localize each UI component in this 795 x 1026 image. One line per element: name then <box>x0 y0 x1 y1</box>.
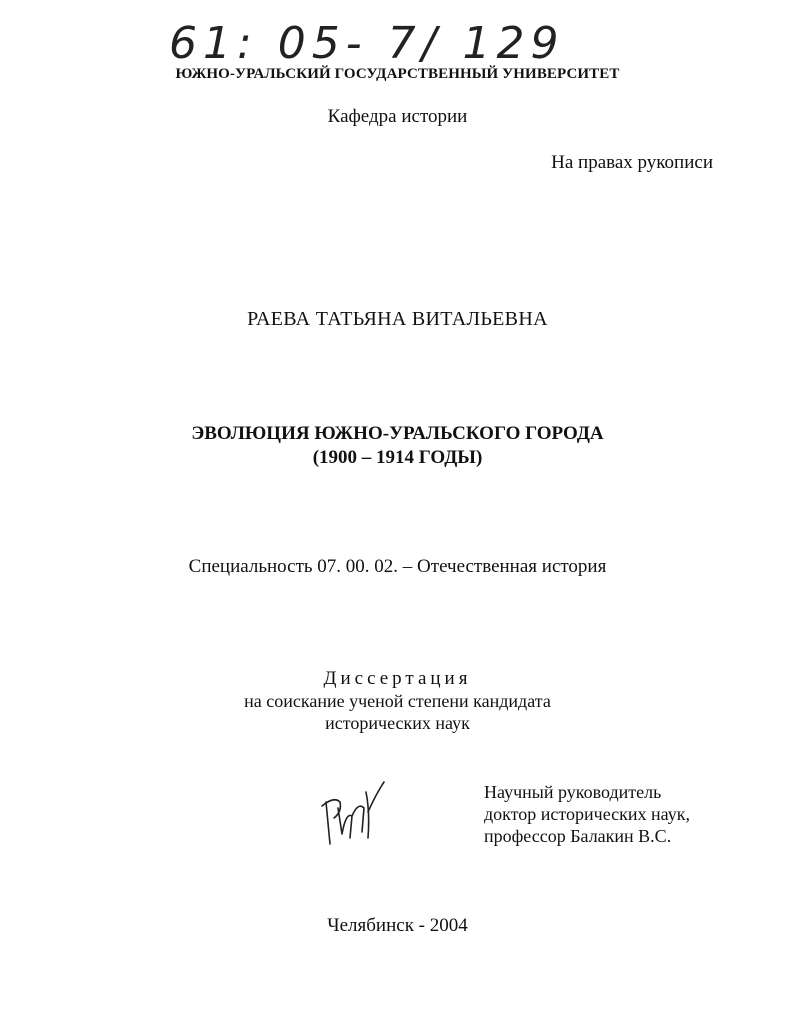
handwritten-code <box>165 8 565 69</box>
advisor-role: Научный руководитель <box>484 782 662 802</box>
city-year: Челябинск - 2004 <box>327 915 468 936</box>
specialty: Специальность 07. 00. 02. – Отечественная история <box>188 556 607 577</box>
advisor-degree: доктор исторических наук, <box>484 804 690 824</box>
dissertation-word: Диссертация <box>323 668 472 689</box>
handwritten-code-text: 61: 05- 7/ 129 <box>169 18 565 69</box>
title-line-2: (1900 – 1914 ГОДЫ) <box>312 447 483 468</box>
dissertation-title <box>0 422 795 470</box>
university-name: ЮЖНО-УРАЛЬСКИЙ ГОСУДАРСТВЕННЫЙ УНИВЕРСИТЕТ <box>175 66 620 82</box>
signature-icon <box>312 772 392 852</box>
dissertation-purpose: на соискание ученой степени кандидата <box>244 691 551 711</box>
advisor-name: профессор Балакин В.С. <box>484 826 672 846</box>
manuscript-note: На правах рукописи <box>551 152 713 173</box>
dissertation-type <box>0 668 795 734</box>
scientific-advisor <box>484 781 690 847</box>
department-name: Кафедра истории <box>327 106 468 127</box>
dissertation-field: исторических наук <box>325 713 470 733</box>
author-name: РАЕВА ТАТЬЯНА ВИТАЛЬЕВНА <box>247 308 548 330</box>
title-line-1: ЭВОЛЮЦИЯ ЮЖНО-УРАЛЬСКОГО ГОРОДА <box>191 423 604 444</box>
